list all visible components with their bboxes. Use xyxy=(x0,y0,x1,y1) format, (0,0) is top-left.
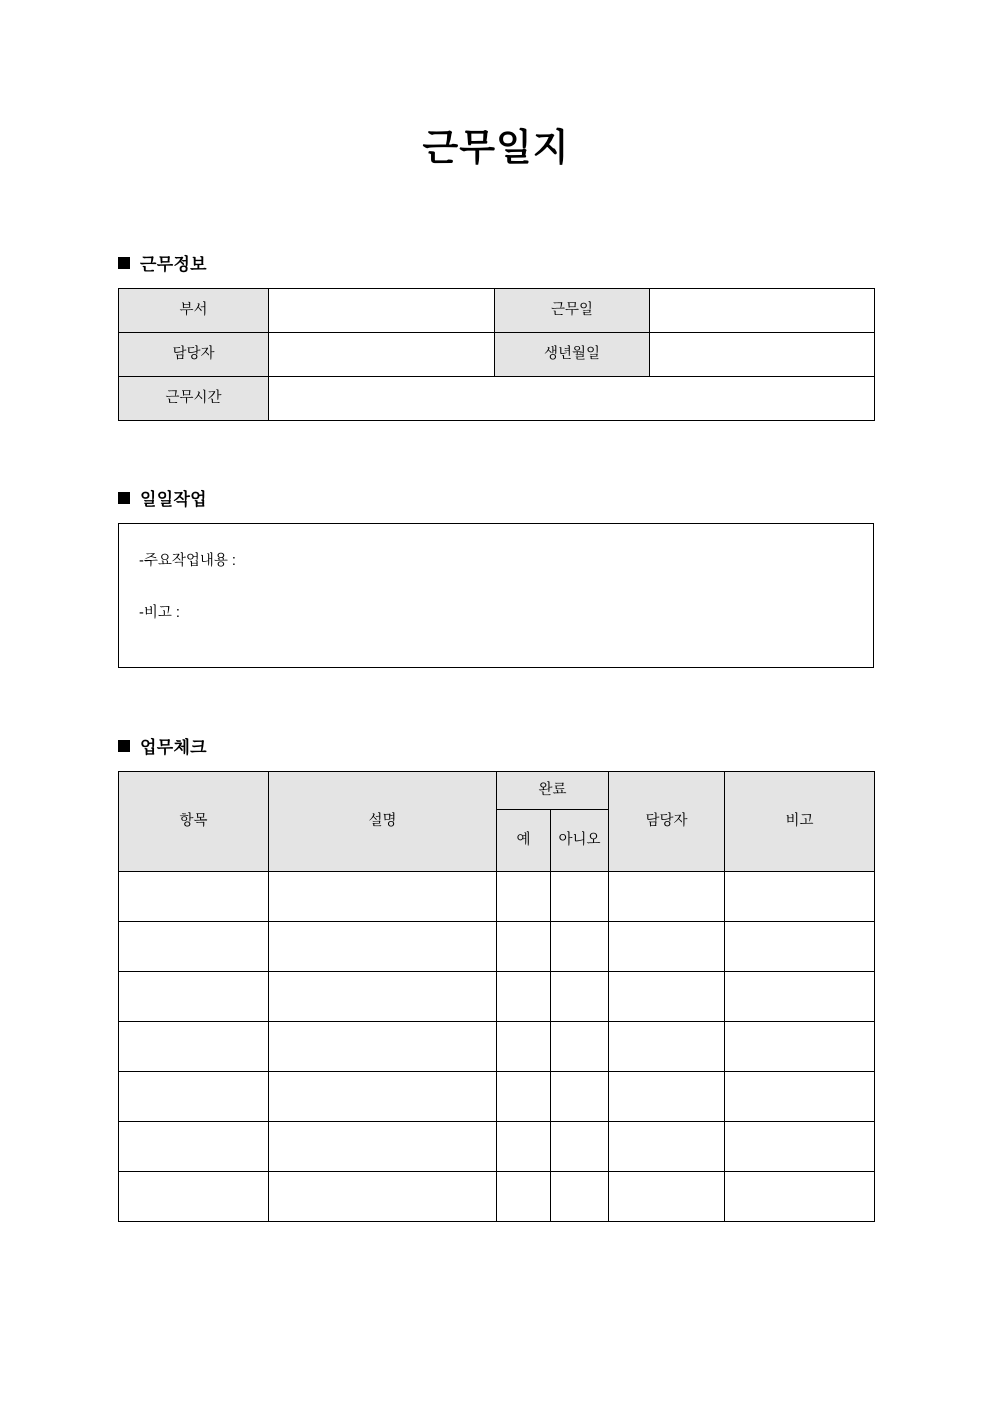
column-header-remarks: 비고 xyxy=(725,772,875,872)
cell-description[interactable] xyxy=(269,1122,497,1172)
table-row xyxy=(119,377,875,421)
cell-done-no[interactable] xyxy=(551,972,609,1022)
cell-remarks[interactable] xyxy=(725,922,875,972)
cell-remarks[interactable] xyxy=(725,1122,875,1172)
work-info-table xyxy=(118,288,875,421)
cell-item[interactable] xyxy=(119,1172,269,1222)
field-work-hours[interactable] xyxy=(269,377,875,421)
cell-done-yes[interactable] xyxy=(497,1072,551,1122)
daily-task-textbox[interactable] xyxy=(118,523,874,668)
section-header-daily-task-label: 일일작업 xyxy=(140,490,207,509)
cell-description[interactable] xyxy=(269,1072,497,1122)
table-row xyxy=(119,1072,875,1122)
field-assignee[interactable] xyxy=(269,333,495,377)
cell-item[interactable] xyxy=(119,972,269,1022)
section-header-task-check xyxy=(118,733,207,758)
cell-done-no[interactable] xyxy=(551,872,609,922)
daily-task-main-label: -주요작업내용 : xyxy=(139,553,236,569)
label-birthdate: 생년월일 xyxy=(495,333,650,377)
column-header-done-group: 완료 xyxy=(497,772,609,810)
cell-description[interactable] xyxy=(269,922,497,972)
cell-description[interactable] xyxy=(269,1022,497,1072)
cell-done-yes[interactable] xyxy=(497,1022,551,1072)
cell-done-yes[interactable] xyxy=(497,972,551,1022)
daily-task-remarks-label: -비고 : xyxy=(139,605,180,621)
cell-done-yes[interactable] xyxy=(497,872,551,922)
column-header-done-yes: 예 xyxy=(497,810,551,872)
cell-remarks[interactable] xyxy=(725,1022,875,1072)
cell-done-no[interactable] xyxy=(551,1172,609,1222)
cell-done-no[interactable] xyxy=(551,1022,609,1072)
page-title: 근무일지 xyxy=(422,127,570,168)
label-work-date: 근무일 xyxy=(495,289,650,333)
table-row xyxy=(119,1022,875,1072)
column-header-done-no: 아니오 xyxy=(551,810,609,872)
cell-item[interactable] xyxy=(119,872,269,922)
cell-done-yes[interactable] xyxy=(497,1172,551,1222)
field-work-date[interactable] xyxy=(650,289,875,333)
cell-remarks[interactable] xyxy=(725,1172,875,1222)
cell-done-yes[interactable] xyxy=(497,1122,551,1172)
cell-done-no[interactable] xyxy=(551,922,609,972)
cell-remarks[interactable] xyxy=(725,872,875,922)
cell-assignee[interactable] xyxy=(609,1172,725,1222)
cell-item[interactable] xyxy=(119,1022,269,1072)
task-check-table-body xyxy=(119,872,875,1222)
cell-description[interactable] xyxy=(269,1172,497,1222)
cell-done-no[interactable] xyxy=(551,1072,609,1122)
table-row xyxy=(119,972,875,1022)
table-row xyxy=(119,922,875,972)
column-header-item: 항목 xyxy=(119,772,269,872)
cell-assignee[interactable] xyxy=(609,1022,725,1072)
section-header-work-info xyxy=(118,250,207,275)
table-row xyxy=(119,1172,875,1222)
cell-assignee[interactable] xyxy=(609,972,725,1022)
section-header-daily-task xyxy=(118,485,207,510)
cell-done-yes[interactable] xyxy=(497,922,551,972)
cell-item[interactable] xyxy=(119,922,269,972)
label-work-hours: 근무시간 xyxy=(119,377,269,421)
task-check-table xyxy=(118,771,875,1222)
cell-description[interactable] xyxy=(269,972,497,1022)
cell-item[interactable] xyxy=(119,1122,269,1172)
square-bullet-icon xyxy=(118,740,130,752)
table-header-row-top xyxy=(119,772,875,810)
cell-remarks[interactable] xyxy=(725,972,875,1022)
table-row xyxy=(119,289,875,333)
cell-assignee[interactable] xyxy=(609,1072,725,1122)
label-assignee: 담당자 xyxy=(119,333,269,377)
table-row xyxy=(119,1122,875,1172)
cell-remarks[interactable] xyxy=(725,1072,875,1122)
column-header-assignee: 담당자 xyxy=(609,772,725,872)
cell-done-no[interactable] xyxy=(551,1122,609,1172)
field-department[interactable] xyxy=(269,289,495,333)
table-row xyxy=(119,333,875,377)
square-bullet-icon xyxy=(118,257,130,269)
column-header-description: 설명 xyxy=(269,772,497,872)
cell-assignee[interactable] xyxy=(609,872,725,922)
table-row xyxy=(119,872,875,922)
cell-assignee[interactable] xyxy=(609,922,725,972)
label-department: 부서 xyxy=(119,289,269,333)
cell-assignee[interactable] xyxy=(609,1122,725,1172)
field-birthdate[interactable] xyxy=(650,333,875,377)
cell-item[interactable] xyxy=(119,1072,269,1122)
cell-description[interactable] xyxy=(269,872,497,922)
section-header-work-info-label: 근무정보 xyxy=(140,255,207,274)
square-bullet-icon xyxy=(118,492,130,504)
section-header-task-check-label: 업무체크 xyxy=(140,738,207,757)
